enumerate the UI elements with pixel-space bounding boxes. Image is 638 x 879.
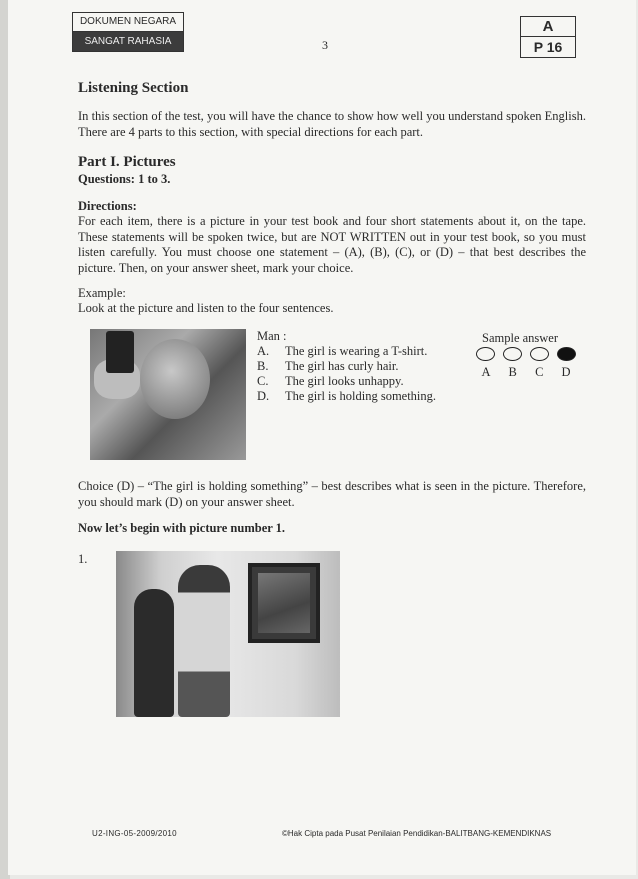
example-instruction: Look at the picture and listen to the four sentences. bbox=[78, 301, 334, 315]
part-title: Part I. Pictures bbox=[78, 154, 176, 170]
example-picture-girl bbox=[90, 329, 246, 460]
packet-letter: A bbox=[521, 17, 575, 37]
section-title: Listening Section bbox=[78, 80, 189, 96]
bubble-d-filled bbox=[557, 347, 576, 361]
option-row: C. The girl looks unhappy. bbox=[257, 374, 404, 388]
bubble-c bbox=[530, 347, 549, 361]
option-row: D. The girl is holding something. bbox=[257, 389, 437, 403]
bubble-letters: A B C D bbox=[481, 365, 571, 379]
footer-code: U2-ING-05-2009/2010 bbox=[92, 829, 177, 838]
classification-box bbox=[72, 12, 184, 52]
option-text: The girl is wearing a T-shirt. bbox=[285, 344, 428, 358]
option-row: A. The girl is wearing a T-shirt. bbox=[257, 344, 428, 358]
begin-instruction: Now let’s begin with picture number 1. bbox=[78, 521, 286, 535]
option-row: B. The girl has curly hair. bbox=[257, 359, 399, 373]
example-options bbox=[257, 329, 436, 404]
bubble-b bbox=[503, 347, 522, 361]
option-text: The girl has curly hair. bbox=[285, 359, 399, 373]
item-number: 1. bbox=[78, 552, 88, 566]
section-intro: In this section of the test, you will have the chance to show how well you understand spoken English. There are 4 parts to this section, with special directions for each part. bbox=[78, 109, 586, 139]
packet-code-box bbox=[520, 16, 576, 58]
bubble-a bbox=[476, 347, 495, 361]
photo-face bbox=[140, 339, 210, 419]
option-text: The girl looks unhappy. bbox=[285, 374, 404, 388]
example-label: Example: bbox=[78, 286, 126, 300]
speaker-label: Man : bbox=[257, 329, 287, 343]
classification-bottom: SANGAT RAHASIA bbox=[73, 32, 183, 51]
directions-text: For each item, there is a picture in your test book and four short statements about it, on the tape. These statements will be spoken twice, but are NOT WRITTEN out in your test book, so you must listen carefully. You must choose one statement – (A), (B), (C), or (D) – that best describes the picture. Then, on your answer sheet, mark your choice. bbox=[78, 214, 586, 275]
photo-painting bbox=[248, 563, 320, 643]
photo-person-left bbox=[134, 589, 174, 717]
item1-picture-museum bbox=[116, 551, 340, 717]
footer-copyright: ©Hak Cipta pada Pusat Penilaian Pendidikan-BALITBANG-KEMENDIKNAS bbox=[282, 829, 552, 838]
page-number: 3 bbox=[322, 38, 328, 52]
example-explanation: Choice (D) – “The girl is holding something” – best describes what is seen in the picture. Therefore, you should mark (D) on your answer sheet. bbox=[78, 479, 586, 509]
classification-top: DOKUMEN NEGARA bbox=[73, 13, 183, 32]
packet-number: P 16 bbox=[533, 39, 563, 55]
option-text: The girl is holding something. bbox=[285, 389, 437, 403]
answer-bubbles bbox=[476, 347, 576, 361]
directions-label: Directions: bbox=[78, 199, 137, 213]
sample-answer-label: Sample answer bbox=[482, 331, 559, 345]
photo-phone bbox=[106, 331, 134, 373]
part-questions: Questions: 1 to 3. bbox=[78, 172, 171, 186]
photo-person-right bbox=[178, 565, 230, 717]
